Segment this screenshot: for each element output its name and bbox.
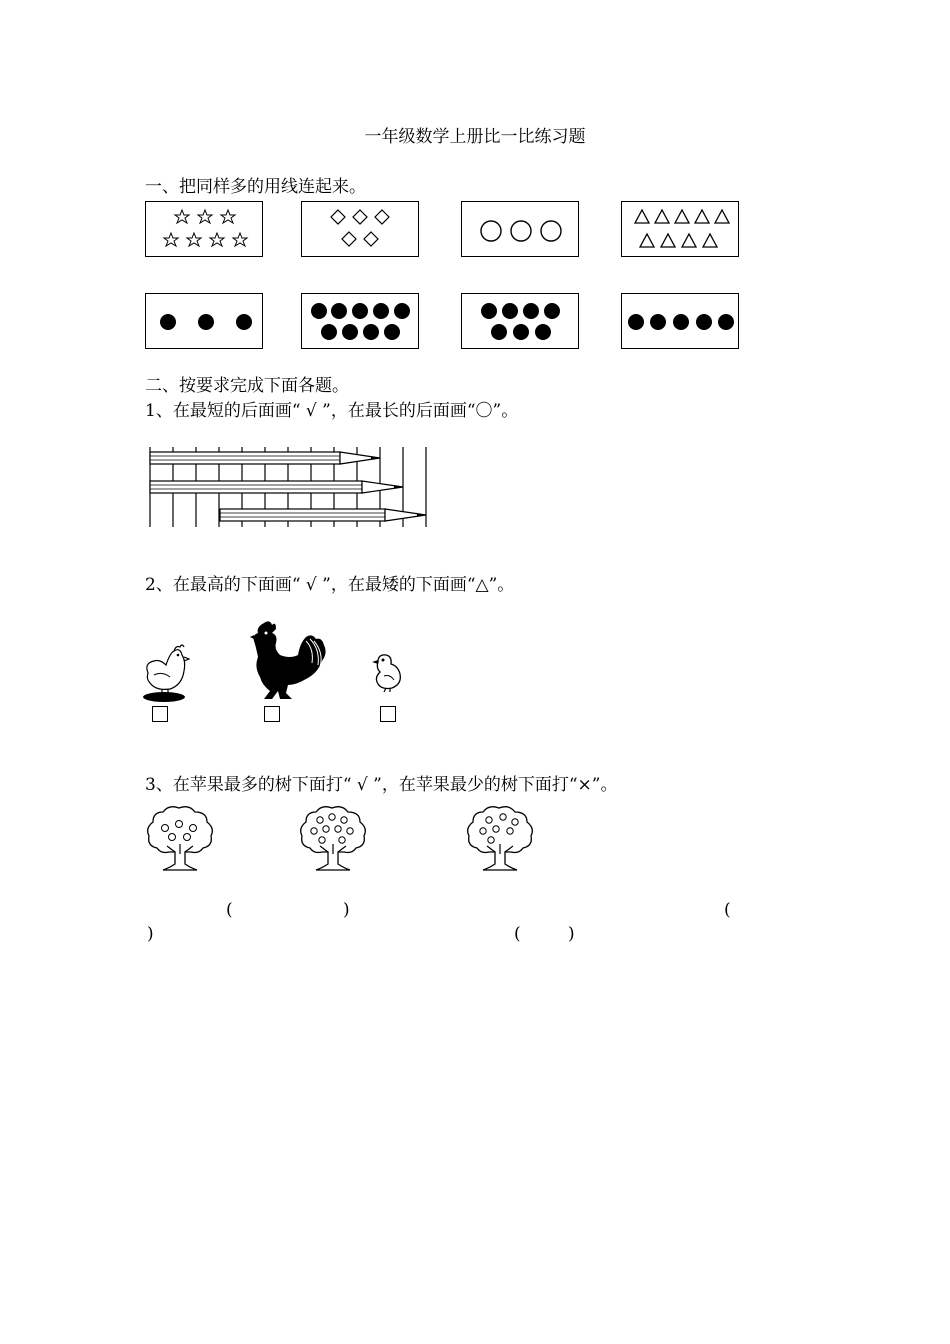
hen-icon — [140, 635, 190, 703]
triangles-icon — [622, 202, 738, 256]
box-nine-dots[interactable] — [301, 293, 419, 349]
apple-tree-1 — [145, 804, 215, 876]
paren-open-3: ( — [514, 924, 521, 944]
dots-icon — [622, 294, 738, 348]
chick-figure — [368, 652, 404, 694]
paren-close-3: ) — [568, 924, 575, 944]
diamonds-icon — [302, 202, 418, 256]
pencils-icon — [145, 445, 435, 529]
box-circles[interactable] — [461, 201, 579, 257]
pencils-figure — [145, 445, 435, 529]
pencil-bottom — [220, 509, 426, 521]
answer-box-rooster[interactable] — [264, 706, 280, 722]
tree-icon — [298, 804, 368, 876]
hen-figure — [140, 635, 190, 703]
pencil-short — [150, 452, 380, 464]
page-title: 一年级数学上册比一比练习题 — [364, 127, 586, 147]
question-3: 3、在苹果最多的树下面打“ √ ”，在苹果最少的树下面打“×”。 — [145, 775, 618, 795]
tree-icon — [145, 804, 215, 876]
answer-box-hen[interactable] — [152, 706, 168, 722]
dots-icon — [302, 294, 418, 348]
chick-icon — [368, 652, 404, 694]
paren-open-2: ( — [724, 900, 731, 920]
box-seven-dots[interactable] — [461, 293, 579, 349]
answer-box-chick[interactable] — [380, 706, 396, 722]
box-diamonds[interactable] — [301, 201, 419, 257]
dots-icon — [146, 294, 262, 348]
box-three-dots[interactable] — [145, 293, 263, 349]
box-five-dots[interactable] — [621, 293, 739, 349]
box-triangles[interactable] — [621, 201, 739, 257]
paren-close-1: ) — [343, 900, 350, 920]
rooster-figure — [250, 619, 328, 703]
question-1: 1、在最短的后面画“ √ ”，在最长的后面画“〇”。 — [145, 401, 519, 421]
circles-icon — [462, 202, 578, 256]
apple-tree-3 — [465, 804, 535, 876]
box-stars[interactable] — [145, 201, 263, 257]
section1-heading: 一、把同样多的用线连起来。 — [145, 177, 366, 197]
paren-close-2: ) — [147, 924, 154, 944]
apple-tree-2 — [298, 804, 368, 876]
paren-open-1: ( — [226, 900, 233, 920]
tree-icon — [465, 804, 535, 876]
question-2: 2、在最高的下面画“ √ ”，在最矮的下面画“△”。 — [145, 575, 515, 595]
pencil-long — [150, 481, 403, 493]
rooster-icon — [250, 619, 328, 703]
stars-icon — [146, 202, 262, 256]
section2-heading: 二、按要求完成下面各题。 — [145, 376, 349, 396]
dots-icon — [462, 294, 578, 348]
